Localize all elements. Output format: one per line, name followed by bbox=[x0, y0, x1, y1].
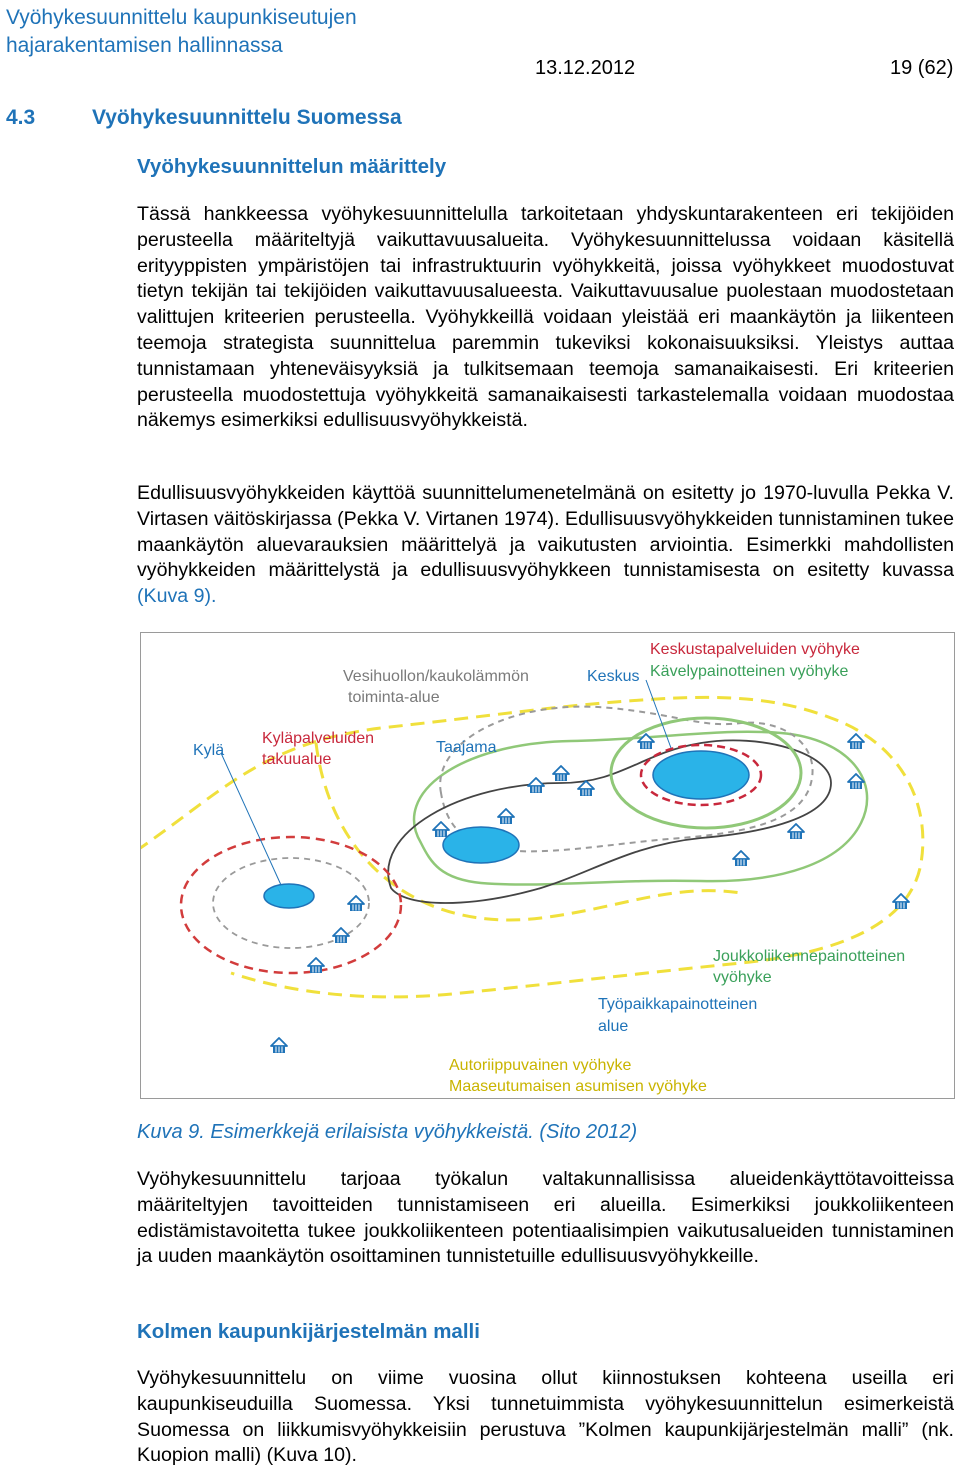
house-icon bbox=[553, 766, 569, 781]
water-supply-label-line-1: Vesihuollon/kaukolämmön bbox=[343, 668, 529, 685]
subsection-heading-three-cities: Kolmen kaupunkijärjestelmän malli bbox=[137, 1320, 480, 1343]
paragraph-definition: Tässä hankkeessa vyöhykesuunnittelulla tarkoitetaan yhdyskuntarakenteen eri tekijöiden perusteella määriteltyjä vaikuttavuusalueita. Vyöhykesuunnittelussa voidaan käsitellä erityyppisten ympäristöjen tai infrastruktuurin vyöhykkeitä, joissa vyöhykkeet muodostuvat tietyn tekijän tai tekijöiden vaikuttavuusalueesta. Vaikuttavuusalue puolestaan muodostetaan valittujen kriteerien perusteella. Vyöhykkeillä voidaan yleistää eri maankäytön ja liikenteen teemoja strategista suunnittelua paremmin tukeviksi kokonaisuuksiksi. Yleistys auttaa tunnistamaan yhteneväisyyksiä ja tulkitsemaan teemoja samanaikaisesti. Eri kriteerien perusteella muodostettuja vyöhykkeitä samanaikaisesti tarkastelemalla voidaan muodostaa näkemys esimerkiksi edullisuusvyöhykkeistä. bbox=[137, 203, 954, 432]
figure-reference-link[interactable]: (Kuva 9). bbox=[137, 585, 217, 608]
water-supply-label-line-2: toiminta-alue bbox=[348, 689, 440, 706]
keskus-center bbox=[653, 751, 749, 799]
kyla-label: Kylä bbox=[193, 742, 225, 759]
house-icon bbox=[348, 896, 364, 911]
village-services-label-line-1: Kyläpalveluiden bbox=[262, 730, 375, 747]
subsection-heading-definition: Vyöhykesuunnittelun määrittely bbox=[137, 155, 447, 178]
transit-zone-label-line-1: Joukkoliikennepainotteinen bbox=[713, 948, 906, 965]
rural-living-label: Maaseutumaisen asumisen vyöhyke bbox=[449, 1078, 707, 1095]
house-icon bbox=[271, 1038, 287, 1053]
paragraph-cost-zones bbox=[137, 481, 954, 610]
house-icon bbox=[433, 822, 449, 837]
work-area-label-line-1: Työpaikkapainotteinen bbox=[598, 996, 758, 1013]
paragraph-tool: Vyöhykesuunnittelu tarjoaa työkalun valtakunnallisissa alueidenkäyttötavoitteissa määriteltyjen tavoitteiden tunnistamiseen eri alueilla. Esimerkiksi joukkoliikenteen edistämistavoitetta tukee joukkoliikenteen potentiaalisimpien vaikutusalueiden tunnistaminen ja uuden maankäytön osoittaminen tunnistetuille edullisuusvyöhykkeille. bbox=[137, 1168, 954, 1268]
house-icon bbox=[848, 734, 864, 749]
section-title: Vyöhykesuunnittelu Suomessa bbox=[92, 106, 402, 129]
house-icon bbox=[333, 928, 349, 943]
zone-diagram-figure bbox=[140, 632, 955, 1099]
house-icon bbox=[528, 778, 544, 793]
document-header-title bbox=[6, 4, 357, 60]
village-services-label-line-2: takuualue bbox=[262, 751, 332, 768]
paragraph-cost-zones-text: Edullisuusvyöhykkeiden käyttöä suunnittelumenetelmänä on esitetty jo 1970-luvulla Pekka V. Virtasen väitöskirjassa (Pekka V. Virtanen 1974). Edullisuusvyöhykkeiden tunnistaminen tukee maankäytön aluevarauksien määrittelyä ja vaikutusten arviointia. Esimerkki mahdollisten vyöhykkeiden määrittelystä ja edullisuusvyöhykkeen tunnistamisesta on esitetty kuvassa bbox=[137, 482, 954, 582]
house-icon bbox=[498, 809, 514, 824]
house-icon bbox=[788, 824, 804, 839]
section-heading bbox=[6, 106, 402, 130]
work-area-label-line-2: alue bbox=[598, 1018, 629, 1035]
figure-caption: Kuva 9. Esimerkkejä erilaisista vyöhykkeistä. (Sito 2012) bbox=[137, 1121, 638, 1143]
taajama-center bbox=[443, 827, 519, 863]
header-date: 13.12.2012 bbox=[535, 57, 636, 79]
house-icon bbox=[733, 851, 749, 866]
walking-zone-label: Kävelypainotteinen vyöhyke bbox=[650, 663, 849, 680]
header-title-line-2: hajarakentamisen hallinnassa bbox=[6, 34, 283, 57]
header-page-number: 19 (62) bbox=[890, 57, 954, 79]
center-services-label: Keskustapalveluiden vyöhyke bbox=[650, 641, 860, 658]
header-title-line-1: Vyöhykesuunnittelu kaupunkiseutujen bbox=[6, 6, 357, 29]
zone-diagram bbox=[141, 633, 954, 1098]
paragraph-three-cities: Vyöhykesuunnittelu on viime vuosina ollut kiinnostuksen kohteena useilla eri kaupunkiseuduilla Suomessa. Yksi tunnetuimmista vyöhykesuunnittelun esimerkeistä Suomessa on liikkumisvyöhykkeisiin perustuva ”Kolmen kaupunkijärjestelmän malli” (nk. Kuopion malli) (Kuva 10). bbox=[137, 1367, 954, 1467]
house-icon bbox=[578, 781, 594, 796]
keskus-label: Keskus bbox=[587, 668, 640, 685]
taajama-label: Taajama bbox=[436, 739, 497, 756]
transit-zone-label-line-2: vyöhyke bbox=[713, 969, 772, 986]
kyla-center bbox=[264, 884, 314, 908]
car-dependent-label: Autoriippuvainen vyöhyke bbox=[449, 1057, 632, 1074]
section-number: 4.3 bbox=[6, 106, 36, 129]
house-icon bbox=[308, 958, 324, 973]
